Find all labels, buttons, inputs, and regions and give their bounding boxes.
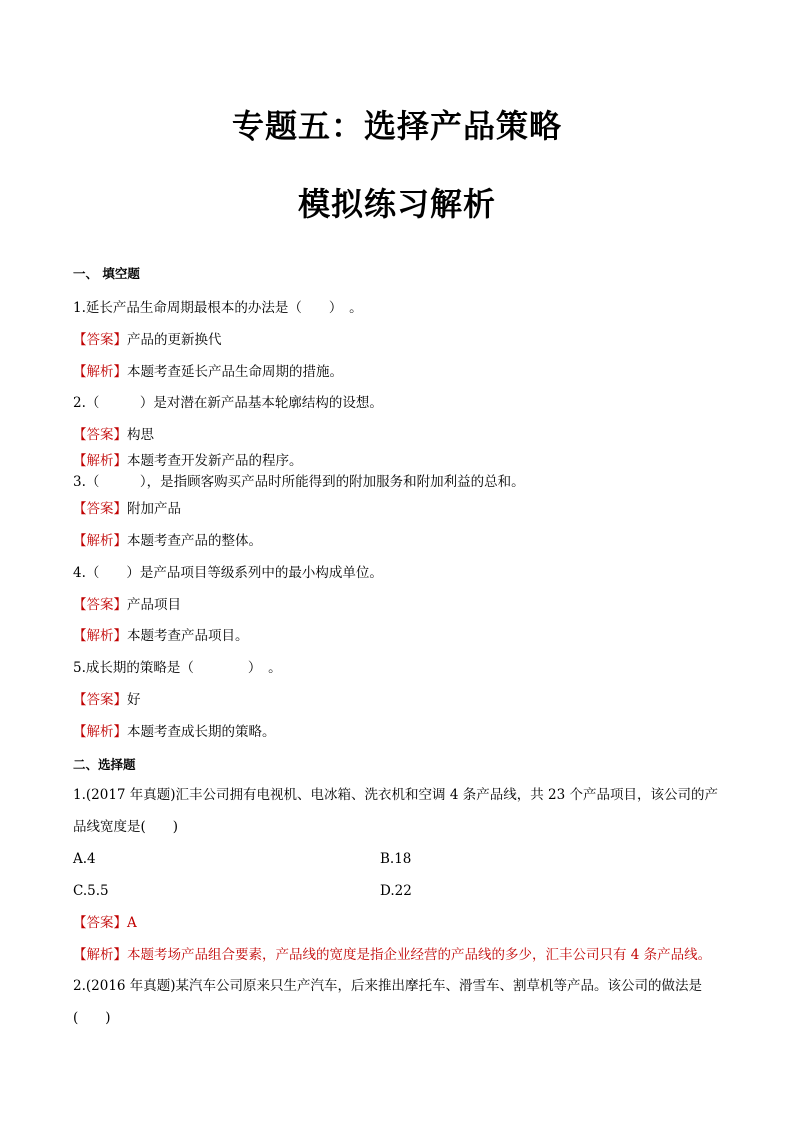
analysis-text: 本题考场产品组合要素，产品线的宽度是指企业经营的产品线的多少，汇丰公司只有 4 条产品线。 — [127, 947, 712, 963]
analysis-tag: 【解析】 — [73, 947, 127, 963]
section-heading-multiple-choice: 二、选择题 — [73, 757, 136, 772]
analysis-line — [73, 945, 711, 965]
answer-tag: 【答案】 — [73, 597, 127, 613]
analysis-line — [73, 722, 276, 742]
question-text: 1.(2017 年真题)汇丰公司拥有电视机、电冰箱、洗衣机和空调 4 条产品线，共 23 个产品项目，该公司的产 — [73, 787, 718, 803]
title-line-2: 模拟练习解析 — [297, 185, 496, 223]
answer-tag: 【答案】 — [73, 332, 127, 348]
option-c: C.5.5 — [73, 883, 109, 899]
analysis-line — [73, 531, 262, 551]
analysis-text: 本题考查开发新产品的程序。 — [127, 453, 303, 469]
analysis-text: 本题考查成长期的策略。 — [127, 724, 276, 740]
analysis-line — [73, 451, 303, 471]
answer-tag: 【答案】 — [73, 915, 127, 931]
title-line-1: 专题五：选择产品策略 — [231, 107, 562, 145]
analysis-tag: 【解析】 — [73, 453, 127, 469]
answer-text: A — [127, 915, 137, 931]
answer-text: 产品项目 — [127, 597, 181, 613]
analysis-tag: 【解析】 — [73, 724, 127, 740]
answer-line — [73, 595, 181, 615]
answer-text: 产品的更新换代 — [127, 332, 222, 348]
answer-tag: 【答案】 — [73, 501, 127, 517]
section-heading-fill-blank: 一、 填空题 — [73, 266, 140, 281]
answer-line — [73, 425, 154, 445]
answer-line — [73, 330, 222, 350]
option-b: B.18 — [380, 851, 412, 867]
analysis-tag: 【解析】 — [73, 628, 127, 644]
answer-line — [73, 499, 181, 519]
option-d: D.22 — [380, 883, 412, 899]
answer-tag: 【答案】 — [73, 692, 127, 708]
option-a: A.4 — [73, 851, 96, 867]
question-text: 2.（ ）是对潜在新产品基本轮廓结构的设想。 — [73, 395, 383, 411]
analysis-text: 本题考查产品的整体。 — [127, 533, 262, 549]
question-text: 1.延长产品生命周期最根本的办法是（ ） 。 — [73, 300, 363, 316]
question-text: 4.（ ）是产品项目等级系列中的最小构成单位。 — [73, 565, 383, 581]
question-text: 2.(2016 年真题)某汽车公司原来只生产汽车，后来推出摩托车、滑雪车、割草机等产品。该公司的做法是 — [73, 978, 703, 994]
answer-line — [73, 690, 141, 710]
answer-text: 构思 — [127, 427, 154, 443]
question-text-continued: ( ) — [73, 1010, 111, 1026]
analysis-text: 本题考查产品项目。 — [127, 628, 249, 644]
answer-text: 好 — [127, 692, 141, 708]
analysis-line — [73, 626, 249, 646]
analysis-line — [73, 362, 343, 382]
answer-text: 附加产品 — [127, 501, 181, 517]
answer-line — [73, 913, 137, 933]
analysis-text: 本题考查延长产品生命周期的措施。 — [127, 364, 343, 380]
question-text-continued: 品线宽度是( ) — [73, 819, 179, 835]
analysis-tag: 【解析】 — [73, 533, 127, 549]
answer-tag: 【答案】 — [73, 427, 127, 443]
question-text: 3.（ ），是指顾客购买产品时所能得到的附加服务和附加利益的总和。 — [73, 474, 525, 490]
analysis-tag: 【解析】 — [73, 364, 127, 380]
question-text: 5.成长期的策略是（ ） 。 — [73, 660, 282, 676]
